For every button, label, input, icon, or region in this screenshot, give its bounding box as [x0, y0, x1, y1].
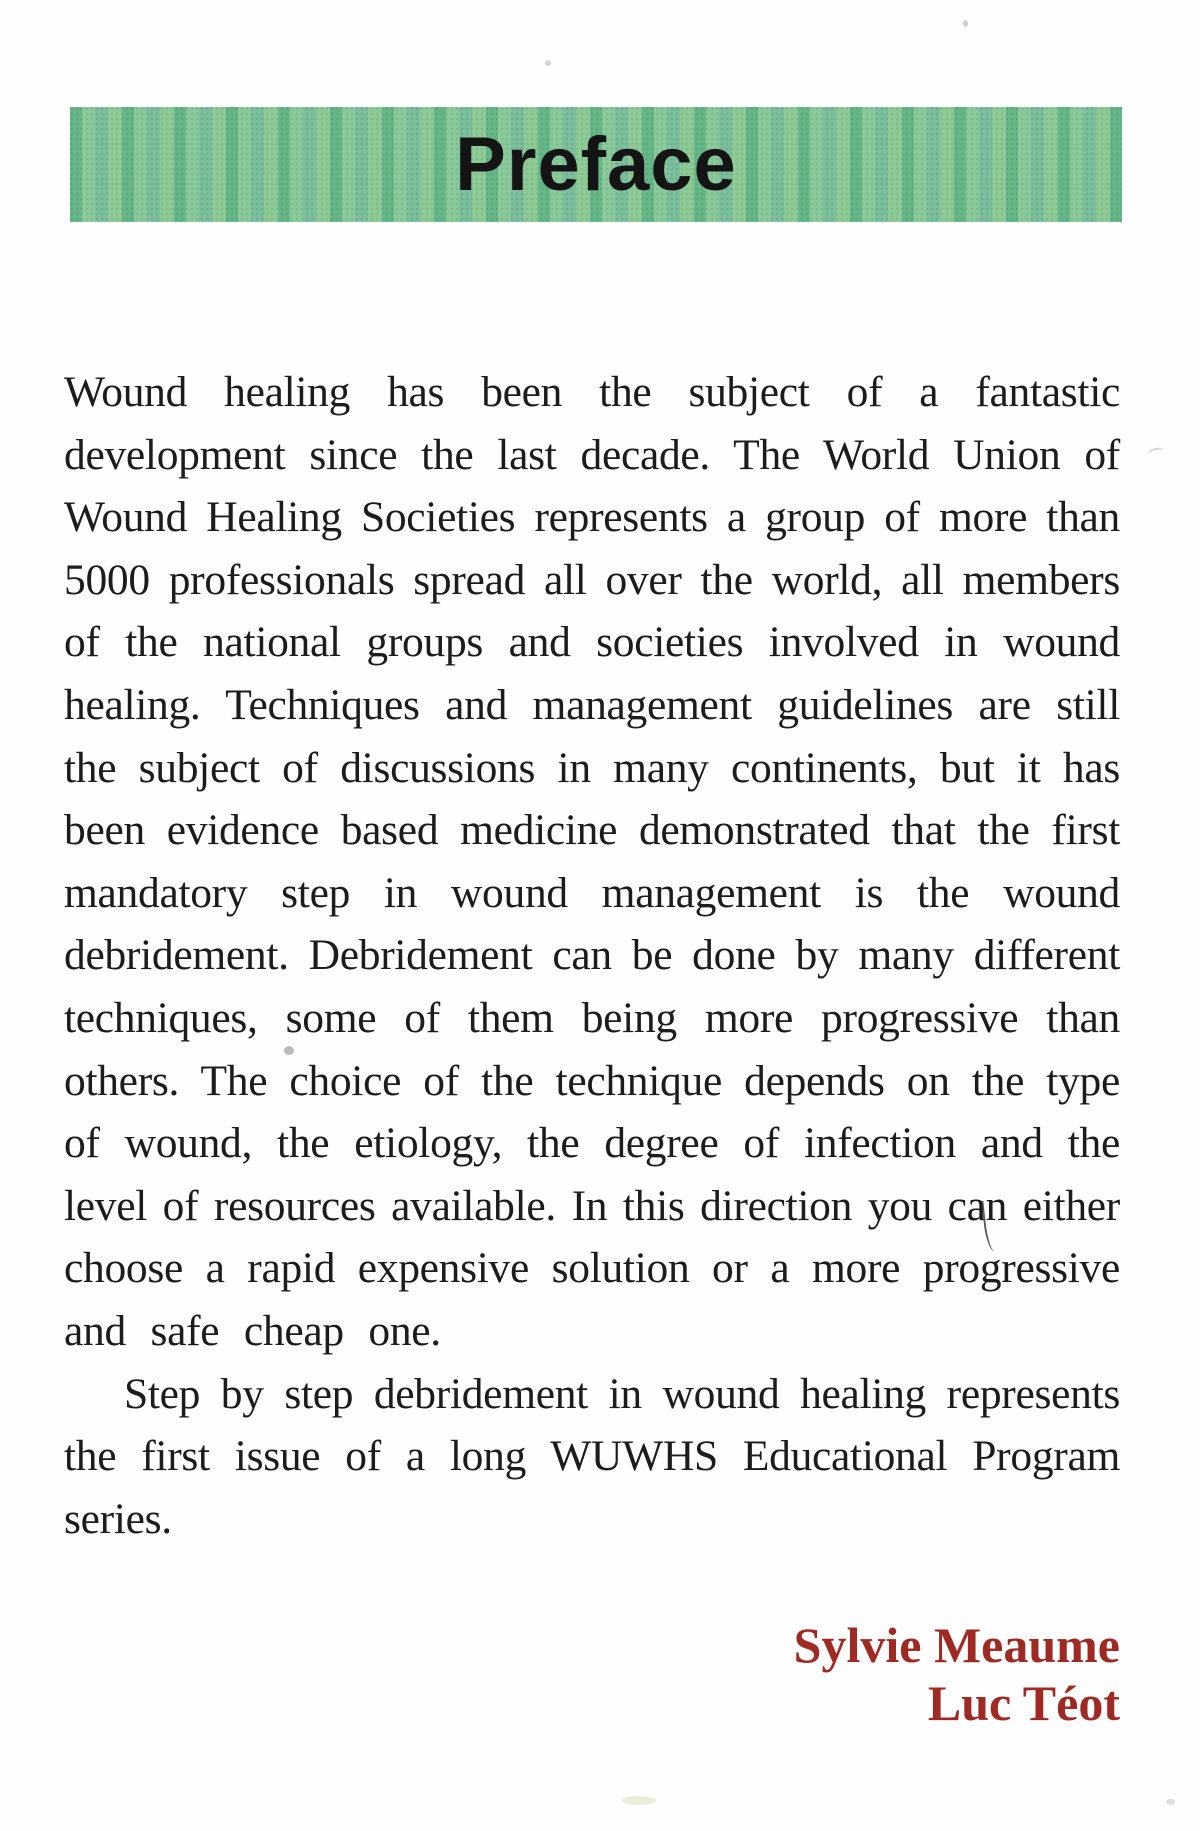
body-line: level of resources available. In this direction you can either: [64, 1181, 1120, 1230]
body-line: development since the last decade. The World Union of: [64, 430, 1120, 479]
body-line: techniques, some of them being more progressive than: [64, 993, 1120, 1042]
scan-speck: [963, 20, 968, 27]
body-line: series.: [64, 1494, 172, 1543]
scan-smudge: [622, 1796, 656, 1805]
body-line: the first issue of a long WUWHS Educational Program: [64, 1432, 1120, 1481]
preface-banner: [70, 107, 1122, 222]
signature-block: [794, 1616, 1120, 1732]
body-line: mandatory step in wound management is the wound: [64, 868, 1120, 917]
body-line: the subject of discussions in many continents, but it has: [64, 743, 1120, 792]
body-line: and safe cheap one.: [64, 1306, 441, 1355]
body-line: debridement. Debridement can be done by many different: [64, 931, 1120, 980]
scan-speck: [1166, 1799, 1175, 1805]
scan-speck: [1147, 446, 1165, 458]
body-line: Wound Healing Societies represents a group of more than: [64, 493, 1120, 542]
body-line: choose a rapid expensive solution or a more progressive: [64, 1244, 1120, 1293]
scan-speck: [545, 60, 551, 66]
body-line: of the national groups and societies involved in wound: [64, 618, 1120, 667]
page-title: Preface: [455, 122, 737, 207]
body-line: others. The choice of the technique depends on the type: [64, 1056, 1120, 1105]
body-line: 5000 professionals spread all over the world, all members: [64, 555, 1120, 604]
signature-name: Sylvie Meaume: [793, 1617, 1120, 1673]
body-line: Wound healing has been the subject of a fantastic: [64, 368, 1120, 416]
body-line: of wound, the etiology, the degree of infection and the: [64, 1119, 1120, 1168]
preface-body: [64, 361, 1120, 1550]
body-line: healing. Techniques and management guidelines are still: [64, 680, 1120, 729]
body-line: been evidence based medicine demonstrated that the first: [64, 806, 1120, 855]
body-line: Step by step debridement in wound healing represents: [124, 1369, 1120, 1418]
signature-name: Luc Téot: [927, 1675, 1120, 1731]
